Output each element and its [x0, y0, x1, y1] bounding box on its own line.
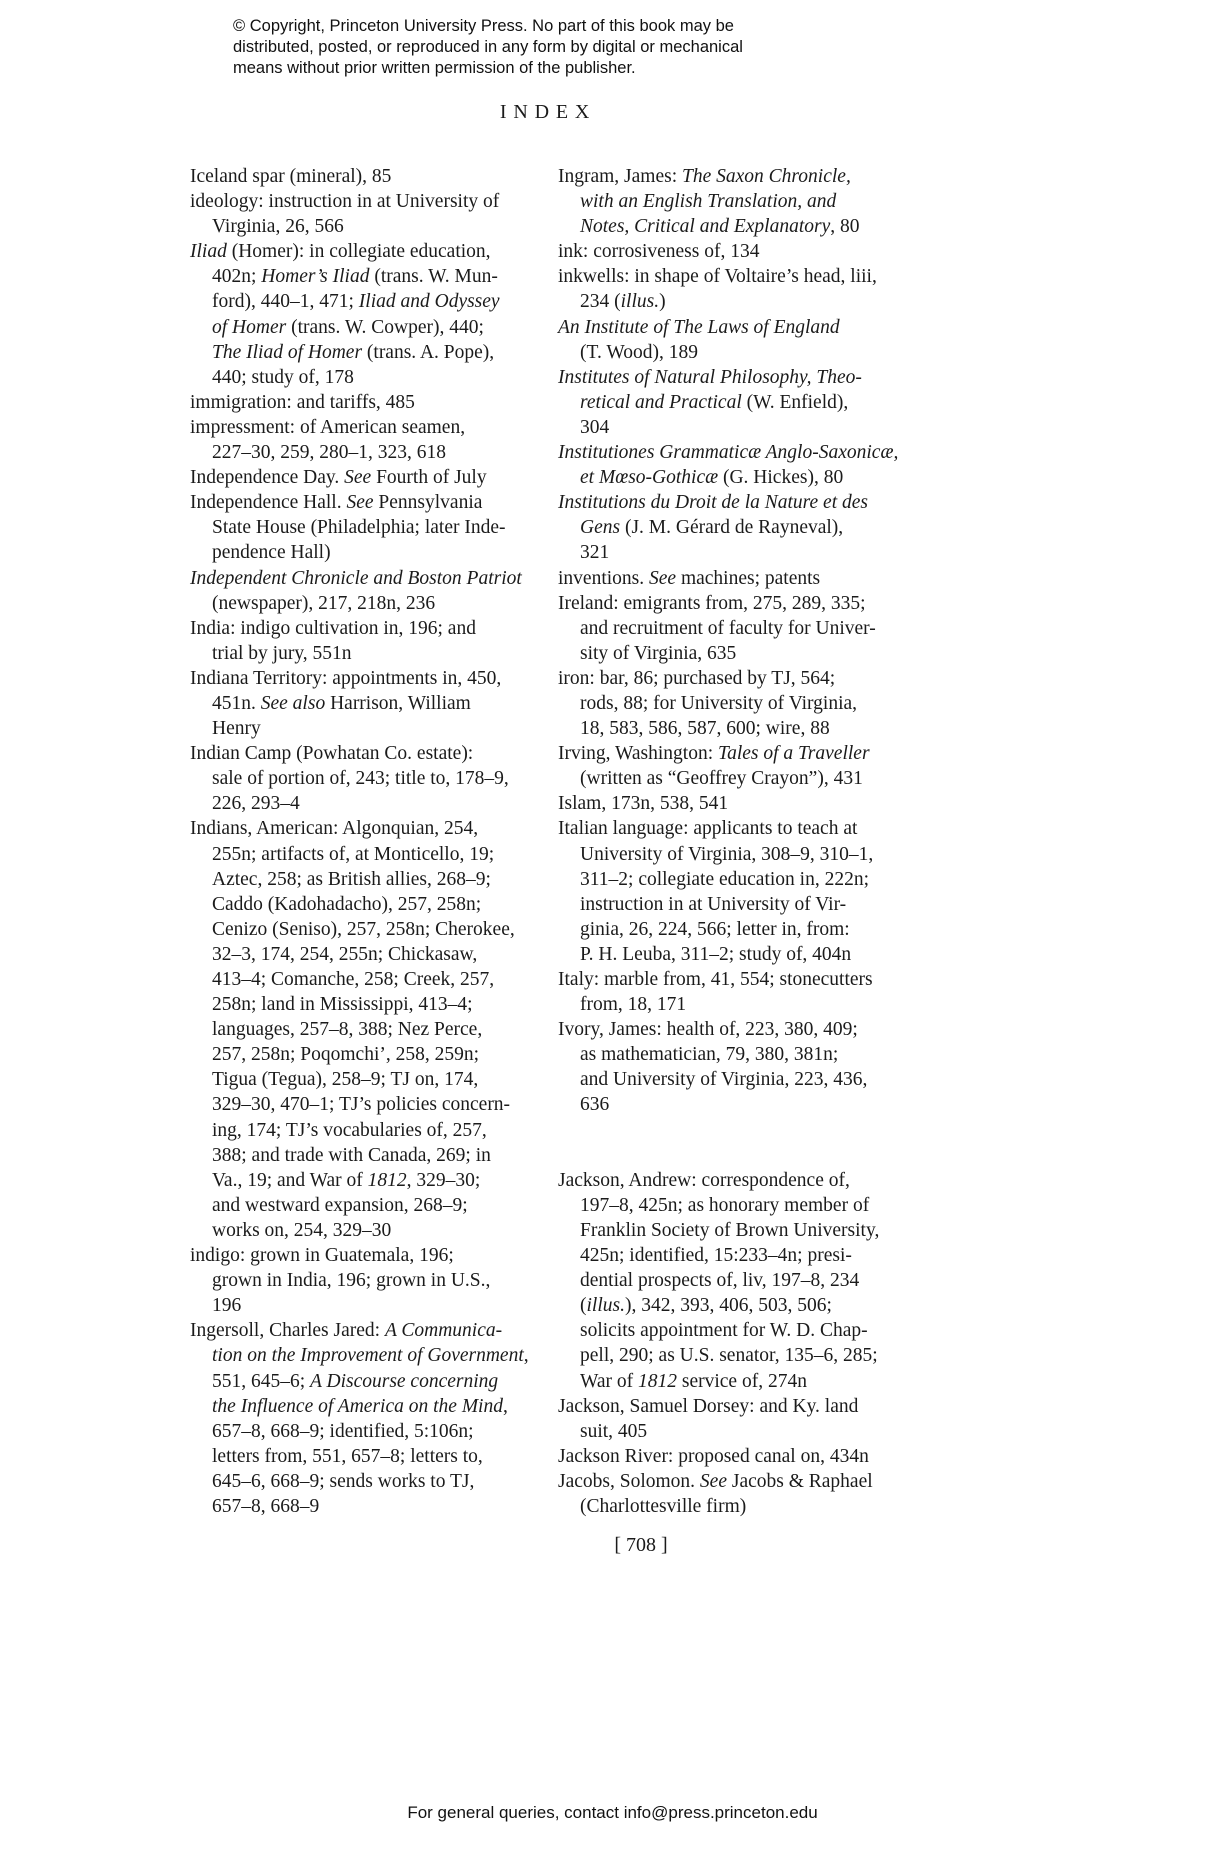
index-text-run: Irving, Washington:: [558, 743, 719, 765]
index-text-run: of Homer: [212, 316, 287, 338]
index-line: [558, 415, 908, 440]
index-line: [190, 1243, 540, 1268]
index-text-run: (trans. W. Cowper), 440;: [286, 316, 484, 338]
index-line: [190, 842, 540, 867]
index-line: [190, 465, 540, 490]
index-line: [558, 1318, 908, 1343]
index-text-run: (trans. A. Pope),: [362, 341, 495, 363]
index-line: [558, 641, 908, 666]
index-text-run: University of Virginia, 308–9, 310–1,: [580, 843, 874, 865]
index-line: [190, 515, 540, 540]
index-text-run: 227–30, 259, 280–1, 323, 618: [212, 442, 446, 464]
index-text-run: 18, 583, 586, 587, 600; wire, 88: [580, 718, 830, 740]
index-text-run: grown in India, 196; grown in U.S.,: [212, 1270, 491, 1292]
index-text-run: and westward expansion, 268–9;: [212, 1194, 468, 1216]
index-right-column: [558, 164, 908, 1519]
index-text-run: State House (Philadelphia; later Inde-: [212, 517, 506, 539]
index-line: [190, 1369, 540, 1394]
index-text-run: Jackson River: proposed canal on, 434n: [558, 1445, 869, 1467]
index-text-run: ing, 174; TJ’s vocabularies of, 257,: [212, 1119, 487, 1141]
index-line: [558, 1369, 908, 1394]
index-text-run: Independence Hall.: [190, 492, 347, 514]
index-text-run: from, 18, 171: [580, 994, 687, 1016]
index-line: [558, 1469, 908, 1494]
index-line: [190, 189, 540, 214]
footer-contact: For general queries, contact info@press.princeton.edu: [407, 1803, 818, 1822]
index-text-run: Ivory, James: health of, 223, 380, 409;: [558, 1019, 858, 1041]
index-text-run: 258n; land in Mississippi, 413–4;: [212, 994, 473, 1016]
index-text-run: 257, 258n; Poqomchi’, 258, 259n;: [212, 1044, 480, 1066]
index-text-run: (J. M. Gérard de Rayneval),: [620, 517, 844, 539]
index-line: [190, 315, 540, 340]
index-line: [558, 390, 908, 415]
index-text-run: ford), 440–1, 471;: [212, 291, 359, 313]
index-text-run: Franklin Society of Brown University,: [580, 1219, 880, 1241]
index-text-run: Tigua (Tegua), 258–9; TJ on, 174,: [212, 1069, 479, 1091]
index-text-run: Italian language: applicants to teach at: [558, 818, 858, 840]
index-text-run: 551, 645–6;: [212, 1370, 311, 1392]
index-line: [190, 1067, 540, 1092]
index-line: [558, 1193, 908, 1218]
copyright-line: distributed, posted, or reproduced in any form by digital or mechanical: [233, 38, 743, 56]
index-line: [558, 1268, 908, 1293]
index-text-run: 226, 293–4: [212, 793, 300, 815]
index-text-run: Henry: [212, 718, 261, 740]
index-line: [558, 616, 908, 641]
index-text-run: 32–3, 174, 254, 255n; Chickasaw,: [212, 943, 478, 965]
index-line: [558, 214, 908, 239]
index-text-run: P. H. Leuba, 311–2; study of, 404n: [580, 943, 852, 965]
index-line: [190, 1268, 540, 1293]
index-text-run: 196: [212, 1295, 242, 1317]
index-text-run: Indians, American: Algonquian, 254,: [190, 818, 479, 840]
index-text-run: Tales of a Traveller: [718, 743, 870, 765]
index-line: [190, 1168, 540, 1193]
copyright-line: means without prior written permission of the publisher.: [233, 59, 636, 77]
index-text-run: Jackson, Samuel Dorsey: and Ky. land: [558, 1395, 859, 1417]
index-text-run: 402n;: [212, 266, 262, 288]
index-line: [190, 264, 540, 289]
index-text-run: machines; patents: [676, 567, 821, 589]
index-line: [190, 239, 540, 264]
index-text-run: A Communica-: [384, 1320, 503, 1342]
index-line: [190, 214, 540, 239]
index-text-run: 311–2; collegiate education in, 222n;: [580, 868, 869, 890]
index-line: [558, 666, 908, 691]
index-line: [558, 1092, 908, 1117]
copyright-notice: [233, 16, 743, 79]
index-line: [190, 440, 540, 465]
index-text-run: 321: [580, 542, 610, 564]
index-line: [190, 867, 540, 892]
index-line: [190, 540, 540, 565]
index-line: [558, 942, 908, 967]
index-text-run: ginia, 26, 224, 566; letter in, from:: [580, 918, 850, 940]
index-text-run: 197–8, 425n; as honorary member of: [580, 1194, 870, 1216]
index-text-run: Virginia, 26, 566: [212, 216, 344, 238]
index-line: [558, 264, 908, 289]
index-line: [190, 289, 540, 314]
index-line: [558, 1444, 908, 1469]
index-text-run: Va., 19; and War of: [212, 1169, 368, 1191]
index-line: [558, 917, 908, 942]
index-text-run: suit, 405: [580, 1420, 648, 1442]
index-line: [190, 892, 540, 917]
index-line: [558, 1168, 908, 1193]
index-line: [190, 1494, 540, 1519]
index-text-run: ): [659, 291, 666, 313]
index-text-run: the Influence of America on the Mind: [212, 1395, 503, 1417]
index-text-run: (T. Wood), 189: [580, 341, 698, 363]
index-text-run: Indian Camp (Powhatan Co. estate):: [190, 743, 474, 765]
index-text-run: pendence Hall): [212, 542, 331, 564]
index-text-run: Jackson, Andrew: correspondence of,: [558, 1169, 850, 1191]
index-text-run: 255n; artifacts of, at Monticello, 19;: [212, 843, 495, 865]
index-text-run: Iliad and Odyssey: [358, 291, 500, 313]
index-line: [558, 189, 908, 214]
index-blank-line: [558, 1118, 908, 1143]
index-text-run: impressment: of American seamen,: [190, 416, 466, 438]
index-line: [558, 766, 908, 791]
index-text-run: and recruitment of faculty for Univer-: [580, 617, 876, 639]
index-line: [190, 1193, 540, 1218]
index-text-run: sity of Virginia, 635: [580, 642, 737, 664]
index-text-run: 451n.: [212, 692, 261, 714]
index-text-run: Cenizo (Seniso), 257, 258n; Cherokee,: [212, 918, 515, 940]
index-text-run: 645–6, 668–9; sends works to TJ,: [212, 1470, 475, 1492]
index-text-run: Ireland: emigrants from, 275, 289, 335;: [558, 592, 866, 614]
index-text-run: Jacobs & Raphael: [726, 1470, 873, 1492]
index-text-run: 413–4; Comanche, 258; Creek, 257,: [212, 969, 495, 990]
index-line: [190, 1394, 540, 1419]
index-text-run: 657–8, 668–9; identified, 5:106n;: [212, 1420, 474, 1442]
index-line: [558, 992, 908, 1017]
index-line: [190, 1318, 540, 1343]
index-text-run: 425n; identified, 15:233–4n; presi-: [580, 1245, 852, 1267]
index-text-run: illus.: [586, 1295, 625, 1317]
index-text-run: immigration: and tariffs, 485: [190, 391, 415, 413]
index-text-run: Fourth of July: [371, 467, 487, 489]
index-line: [190, 917, 540, 942]
index-line: [558, 1419, 908, 1444]
index-text-run: letters from, 551, 657–8; letters to,: [212, 1445, 483, 1467]
index-line: [558, 289, 908, 314]
index-line: [190, 490, 540, 515]
index-text-run: (written as “Geoffrey Crayon”), 431: [580, 768, 863, 790]
index-line: [558, 716, 908, 741]
index-text-run: retical and Practical: [580, 391, 742, 413]
index-line: [190, 390, 540, 415]
index-text-run: indigo: grown in Guatemala, 196;: [190, 1245, 454, 1267]
index-text-run: service of, 274n: [677, 1370, 807, 1392]
index-line: [558, 465, 908, 490]
index-text-run: Caddo (Kadohadacho), 257, 258n;: [212, 893, 482, 915]
index-line: [190, 942, 540, 967]
index-text-run: See: [699, 1470, 727, 1492]
index-text-run: inventions.: [558, 567, 649, 589]
index-text-run: Iceland spar (mineral), 85: [190, 166, 392, 187]
index-line: [190, 691, 540, 716]
index-text-run: See: [344, 467, 372, 489]
index-text-run: as mathematician, 79, 380, 381n;: [580, 1044, 839, 1066]
index-line: [190, 415, 540, 440]
index-line: [190, 164, 540, 189]
index-line: [190, 1343, 540, 1368]
index-text-run: Aztec, 258; as British allies, 268–9;: [212, 868, 491, 890]
index-line: [190, 340, 540, 365]
index-text-run: pell, 290; as U.S. senator, 135–6, 285;: [580, 1345, 878, 1367]
index-line: [558, 340, 908, 365]
index-line: [190, 591, 540, 616]
index-line: [558, 365, 908, 390]
index-text-run: Notes, Critical and Explanatory: [580, 216, 831, 238]
index-text-run: India: indigo cultivation in, 196; and: [190, 617, 476, 639]
index-line: [558, 1343, 908, 1368]
index-line: [190, 641, 540, 666]
index-line: [190, 741, 540, 766]
index-text-run: 329–30, 470–1; TJ’s policies concern-: [212, 1094, 511, 1116]
index-line: [558, 591, 908, 616]
index-line: [190, 365, 540, 390]
index-text-run: et Mœso-Gothicæ: [580, 467, 719, 489]
index-line: [558, 816, 908, 841]
index-text-run: 1812: [638, 1370, 677, 1392]
index-text-run: See: [649, 567, 677, 589]
index-text-run: (Charlottesville firm): [580, 1495, 747, 1517]
index-line: [558, 1067, 908, 1092]
index-text-run: ), 342, 393, 406, 503, 506;: [624, 1295, 832, 1317]
index-text-run: 388; and trade with Canada, 269; in: [212, 1144, 491, 1166]
index-line: [558, 1243, 908, 1268]
index-text-run: dential prospects of, liv, 197–8, 234: [580, 1270, 860, 1292]
index-blank-line: [558, 1143, 908, 1168]
index-line: [558, 1494, 908, 1519]
index-line: [558, 867, 908, 892]
index-text-run: solicits appointment for W. D. Chap-: [580, 1320, 868, 1342]
index-text-run: 636: [580, 1094, 610, 1116]
index-line: [558, 164, 908, 189]
index-text-run: iron: bar, 86; purchased by TJ, 564;: [558, 667, 836, 689]
index-line: [558, 566, 908, 591]
index-text-run: (newspaper), 217, 218n, 236: [212, 592, 436, 614]
index-line: [190, 616, 540, 641]
index-text-run: 1812: [367, 1169, 407, 1191]
index-text-run: 304: [580, 416, 610, 438]
index-line: [190, 566, 540, 591]
index-text-run: (: [580, 1295, 587, 1317]
index-line: [558, 1218, 908, 1243]
index-line: [190, 992, 540, 1017]
index-text-run: ideology: instruction in at University of: [190, 191, 500, 213]
index-line: [190, 1469, 540, 1494]
index-text-run: works on, 254, 329–30: [212, 1219, 392, 1241]
index-columns: [190, 164, 908, 1519]
index-text-run: 440; study of, 178: [212, 366, 354, 388]
index-text-run: See: [346, 492, 374, 514]
index-line: [558, 1042, 908, 1067]
index-text-run: Independence Day.: [190, 467, 345, 489]
index-line: [558, 691, 908, 716]
index-text-run: (W. Enfield),: [741, 391, 849, 413]
index-line: [558, 1017, 908, 1042]
index-text-run: sale of portion of, 243; title to, 178–9,: [212, 768, 509, 790]
page-number: [ 708 ]: [614, 1534, 668, 1556]
index-line: [558, 791, 908, 816]
index-line: [190, 716, 540, 741]
index-text-run: trial by jury, 551n: [212, 642, 352, 664]
index-line: [190, 816, 540, 841]
index-text-run: 657–8, 668–9: [212, 1495, 320, 1517]
index-text-run: The Saxon Chronicle,: [682, 166, 851, 187]
index-line: [558, 892, 908, 917]
index-line: [190, 1017, 540, 1042]
index-text-run: instruction in at University of Vir-: [580, 893, 847, 915]
index-line: [558, 440, 908, 465]
index-text-run: languages, 257–8, 388; Nez Perce,: [212, 1019, 483, 1041]
index-text-run: Indiana Territory: appointments in, 450,: [190, 667, 502, 689]
index-text-run: Iliad: [190, 241, 227, 263]
index-left-column: [190, 164, 540, 1519]
index-text-run: and University of Virginia, 223, 436,: [580, 1069, 868, 1091]
index-text-run: Harrison, William: [325, 692, 471, 714]
index-text-run: illus.: [620, 291, 660, 313]
index-line: [558, 490, 908, 515]
index-line: [190, 1293, 540, 1318]
index-text-run: Institutes of Natural Philosophy, Theo-: [558, 366, 862, 388]
index-text-run: The Iliad of Homer: [212, 341, 363, 363]
index-text-run: Jacobs, Solomon.: [558, 1470, 700, 1492]
index-text-run: Italy: marble from, 41, 554; stonecutters: [558, 969, 873, 990]
index-text-run: Ingram, James:: [558, 166, 683, 187]
index-text-run: Independent Chronicle and Boston Patriot: [190, 567, 522, 589]
index-text-run: ink: corrosiveness of, 134: [558, 241, 760, 263]
index-text-run: ,: [502, 1395, 508, 1417]
index-line: [190, 666, 540, 691]
index-line: [558, 540, 908, 565]
index-text-run: tion on the Improvement of Government: [212, 1345, 524, 1367]
index-text-run: Gens: [580, 517, 621, 539]
index-text-run: Institutions du Droit de la Nature et des: [558, 492, 869, 514]
index-line: [558, 967, 908, 992]
index-line: [558, 315, 908, 340]
index-line: [190, 1444, 540, 1469]
index-text-run: Institutiones Grammaticæ Anglo-Saxonicæ,: [558, 442, 899, 464]
index-text-run: Pennsylvania: [373, 492, 483, 514]
index-text-run: , 329–30;: [406, 1169, 481, 1191]
page-title: INDEX: [499, 101, 597, 123]
index-text-run: with an English Translation, and: [580, 191, 837, 213]
index-line: [190, 791, 540, 816]
index-line: [558, 1293, 908, 1318]
index-text-run: 234 (: [580, 291, 621, 313]
index-line: [190, 1419, 540, 1444]
index-text-run: ,: [523, 1345, 529, 1367]
index-text-run: Islam, 173n, 538, 541: [558, 793, 729, 815]
index-text-run: (G. Hickes), 80: [718, 467, 844, 489]
index-line: [558, 515, 908, 540]
index-text-run: See also: [260, 692, 326, 714]
index-line: [558, 741, 908, 766]
index-text-run: rods, 88; for University of Virginia,: [580, 692, 858, 714]
index-line: [190, 967, 540, 992]
copyright-line: © Copyright, Princeton University Press. No part of this book may be: [233, 17, 734, 35]
index-text-run: (trans. W. Mun-: [369, 266, 498, 288]
index-line: [558, 842, 908, 867]
index-text-run: An Institute of The Laws of England: [558, 316, 840, 338]
index-line: [190, 1143, 540, 1168]
index-line: [558, 239, 908, 264]
index-text-run: Homer’s Iliad: [261, 266, 370, 288]
index-text-run: War of: [580, 1370, 638, 1392]
index-line: [190, 1042, 540, 1067]
index-line: [190, 1218, 540, 1243]
index-text-run: A Discourse concerning: [310, 1370, 499, 1392]
index-text-run: (Homer): in collegiate education,: [226, 241, 491, 263]
index-line: [190, 1092, 540, 1117]
index-line: [190, 1118, 540, 1143]
index-text-run: Ingersoll, Charles Jared:: [190, 1320, 385, 1342]
index-line: [190, 766, 540, 791]
index-line: [558, 1394, 908, 1419]
index-text-run: inkwells: in shape of Voltaire’s head, liii,: [558, 266, 877, 288]
index-text-run: , 80: [830, 216, 860, 238]
